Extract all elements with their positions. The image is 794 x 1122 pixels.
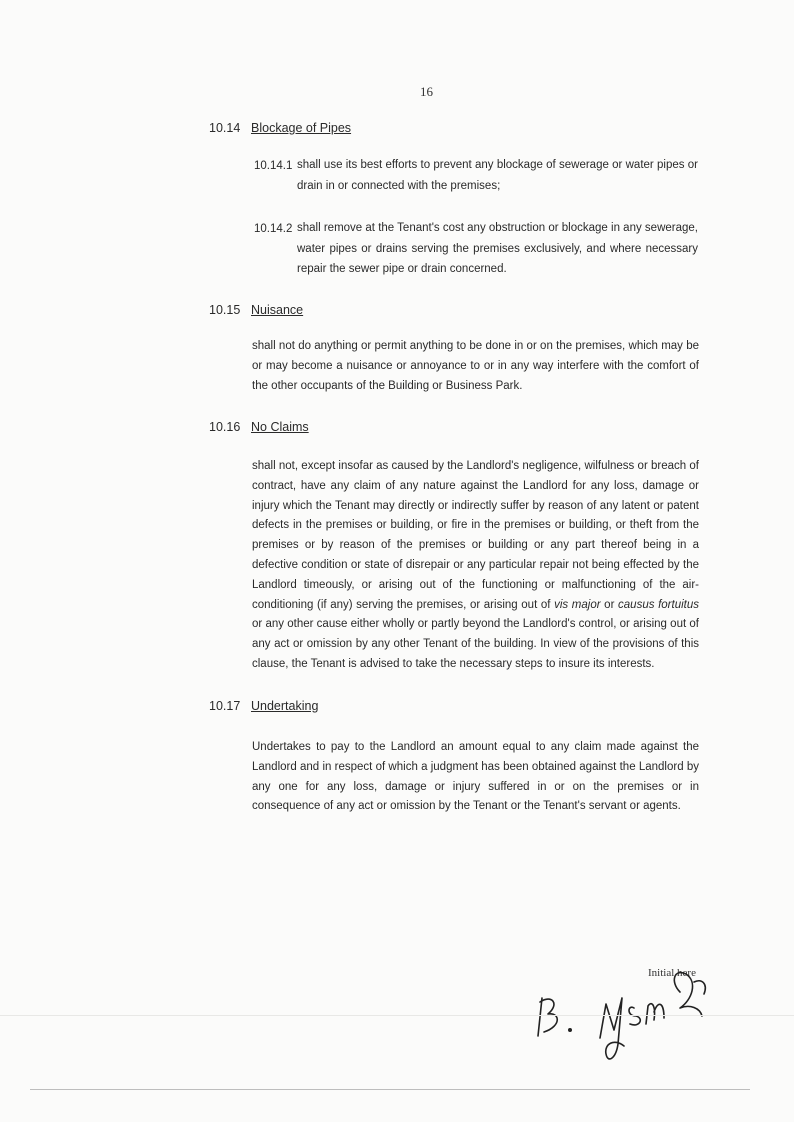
section-number-10-15: 10.15 [209,303,241,317]
clause-number-10-14-1: 10.14.1 [254,160,293,172]
scan-artifact-line [0,1015,794,1016]
section-title-blockage-of-pipes: Blockage of Pipes [251,121,352,135]
section-number-10-17: 10.17 [209,699,241,713]
initial-here-label: Initial here [648,967,696,979]
no-claims-italic-vis-major: vis major [554,598,601,611]
no-claims-connector: or [604,598,615,611]
no-claims-text-part-1: shall not, except insofar as caused by the Landlord's negligence, wilfulness or breach of contract, have any claim of any nature against the Landlord for any loss, damage or injury which the Tenant may directly or indirectly suffer by reason of any latent or patent defects in the premises or building, or fire in the premises or building, or theft from the premises or by reason of the premises or building or any part thereof being in a defective condition or state of disrepair or any particular repair not being effected by the Landlord timeously, or arising out of the functioning or malfunctioning of the air-conditioning (if any) serving the premises, or arising out of [252,460,699,611]
section-text-nuisance: shall not do anything or permit anything to be done in or on the premises, which may be or may become a nuisance or annoyance to or in any way interfere with the comfort of the other occupants of the Building or Business Park. [252,340,699,392]
section-title-undertaking: Undertaking [251,699,319,713]
clause-text-10-14-2: shall remove at the Tenant's cost any obstruction or blockage in any sewerage, water pipes or drains serving the premises exclusively, and where necessary repair the sewer pipe or drain concerned. [297,222,698,275]
page-number: 16 [420,84,433,99]
section-title-no-claims: No Claims [251,420,309,434]
section-text-undertaking: Undertakes to pay to the Landlord an amount equal to any claim made against the Landlord and in respect of which a judgment has been obtained against the Landlord by any one for any loss, damage or injury suffered in or on the premises or in consequence of any act or omission by the Tenant or the Tenant's servant or agents. [252,741,699,813]
scan-bottom-edge-line [30,1089,750,1090]
no-claims-italic-causus-fortuitus: causus fortuitus [618,598,699,611]
section-number-10-14: 10.14 [209,121,241,135]
section-text-no-claims [252,457,699,675]
clause-text-10-14-1: shall use its best efforts to prevent any blockage of sewerage or water pipes or drain in or connected with the premises; [297,159,698,192]
section-title-nuisance: Nuisance [251,303,304,317]
section-number-10-16: 10.16 [209,420,241,434]
clause-number-10-14-2: 10.14.2 [254,223,293,235]
no-claims-text-part-2: or any other cause either wholly or partly beyond the Landlord's control, or arising out of any act or omission by any other Tenant of the building. In view of the provisions of this clause, the Tenant is advised to take the necessary steps to insure its interests. [252,618,699,670]
